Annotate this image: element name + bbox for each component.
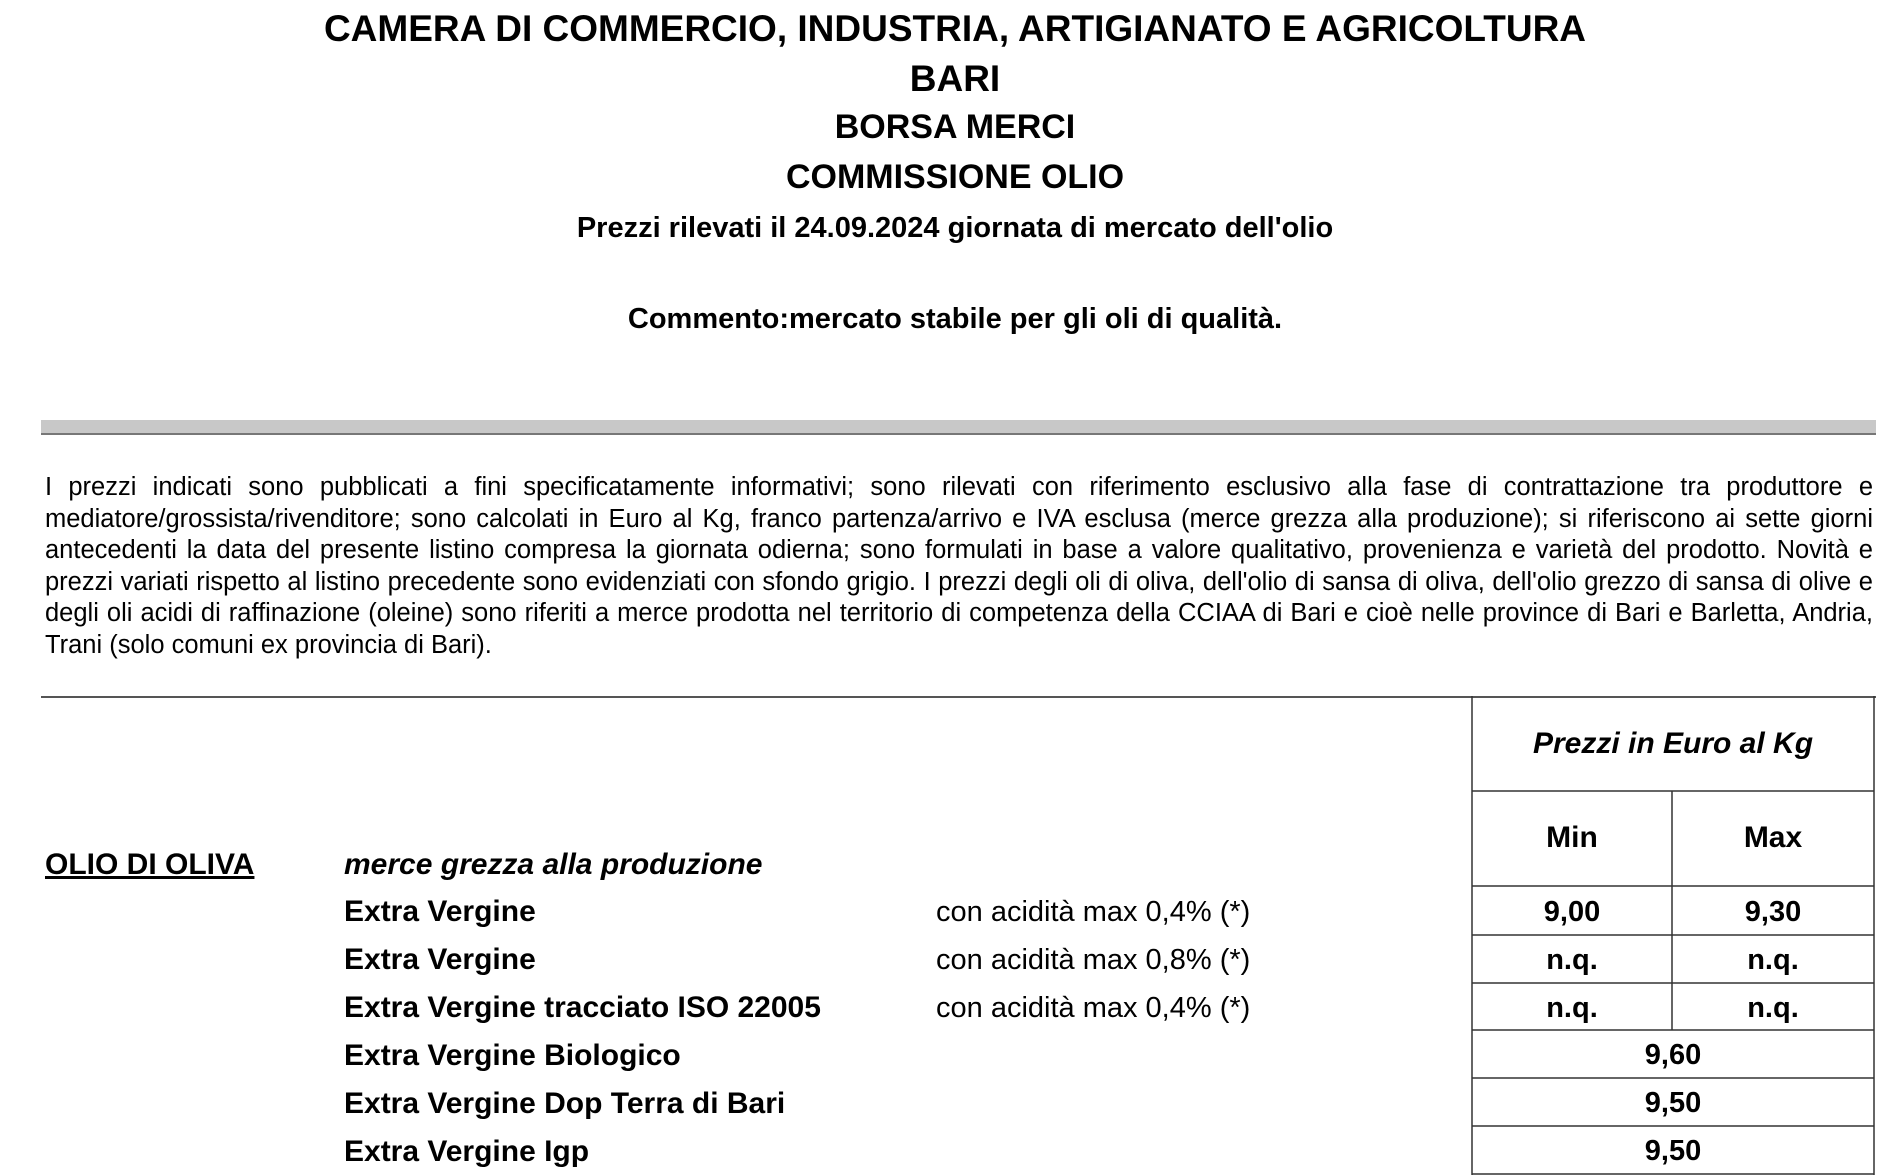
table-row-product-name: Extra Vergine Biologico — [344, 1039, 681, 1072]
table-row-min-price: n.q. — [1546, 944, 1598, 976]
max-column-header: Max — [1743, 821, 1803, 854]
table-row-product-name: Extra Vergine Dop Terra di Bari — [344, 1087, 786, 1120]
table-row-max-price: 9,30 — [1744, 896, 1802, 928]
section-subtitle: merce grezza alla produzione — [344, 848, 763, 881]
survey-date-line: Prezzi rilevati il 24.09.2024 giornata di mercato dell'olio — [576, 212, 1334, 244]
institution-title: CAMERA DI COMMERCIO, INDUSTRIA, ARTIGIANATO E AGRICOLTURA — [323, 8, 1587, 49]
table-row-min-price: n.q. — [1546, 992, 1598, 1024]
table-row-max-price: n.q. — [1747, 944, 1799, 976]
table-row-spec: con acidità max 0,8% (*) — [936, 944, 1251, 976]
price-unit-header: Prezzi in Euro al Kg — [1532, 727, 1814, 760]
table-row-max-price: n.q. — [1747, 992, 1799, 1024]
market-comment: Commento:mercato stabile per gli oli di qualità. — [627, 303, 1283, 335]
table-row-spec: con acidità max 0,4% (*) — [936, 896, 1251, 928]
table-row-price: 9,50 — [1644, 1087, 1702, 1119]
table-row-spec: con acidità max 0,4% (*) — [936, 992, 1251, 1024]
table-row-price: 9,50 — [1644, 1135, 1702, 1167]
min-column-header: Min — [1546, 821, 1598, 854]
table-top-rule — [41, 696, 1876, 698]
disclaimer-paragraph: I prezzi indicati sono pubblicati a fini specificatamente informativi; sono rilevati con riferimento esclusivo alla fase di contrattazione tra produttore e mediatore/grossista/rivenditore; sono calcolati in Euro al Kg, franco partenza/arrivo e IVA esclusa (merce grezza alla produzione); si riferiscono ai sette giorni antecedenti la data del presente listino compresa la giornata odierna; sono formulati in base a valore qualitativo, provenienza e varietà del prodotto. Novità e prezzi variati rispetto al listino precedente sono evidenziati con sfondo grigio. I prezzi degli oli di oliva, dell'olio di sansa di oliva, dell'olio grezzo di sansa di olive e degli oli acidi di raffinazione (oleine) sono riferiti a merce prodotta nel territorio di competenza della CCIAA di Bari e cioè nelle province di Bari e Barletta, Andria, Trani (solo comuni ex provincia di Bari). — [45, 473, 1873, 659]
separator-band — [41, 420, 1876, 435]
table-row-product-name: Extra Vergine Igp — [344, 1135, 590, 1168]
exchange-title: BORSA MERCI — [834, 108, 1076, 146]
commission-title: COMMISSIONE OLIO — [785, 158, 1125, 196]
section-title-olio-di-oliva: OLIO DI OLIVA — [45, 848, 255, 881]
table-row-product-name: Extra Vergine — [344, 943, 536, 976]
table-row-product-name: Extra Vergine — [344, 895, 536, 928]
table-row-product-name: Extra Vergine tracciato ISO 22005 — [344, 991, 821, 1024]
table-row-price: 9,60 — [1644, 1039, 1702, 1071]
city-title: BARI — [909, 58, 1001, 99]
table-row-min-price: 9,00 — [1543, 896, 1601, 928]
